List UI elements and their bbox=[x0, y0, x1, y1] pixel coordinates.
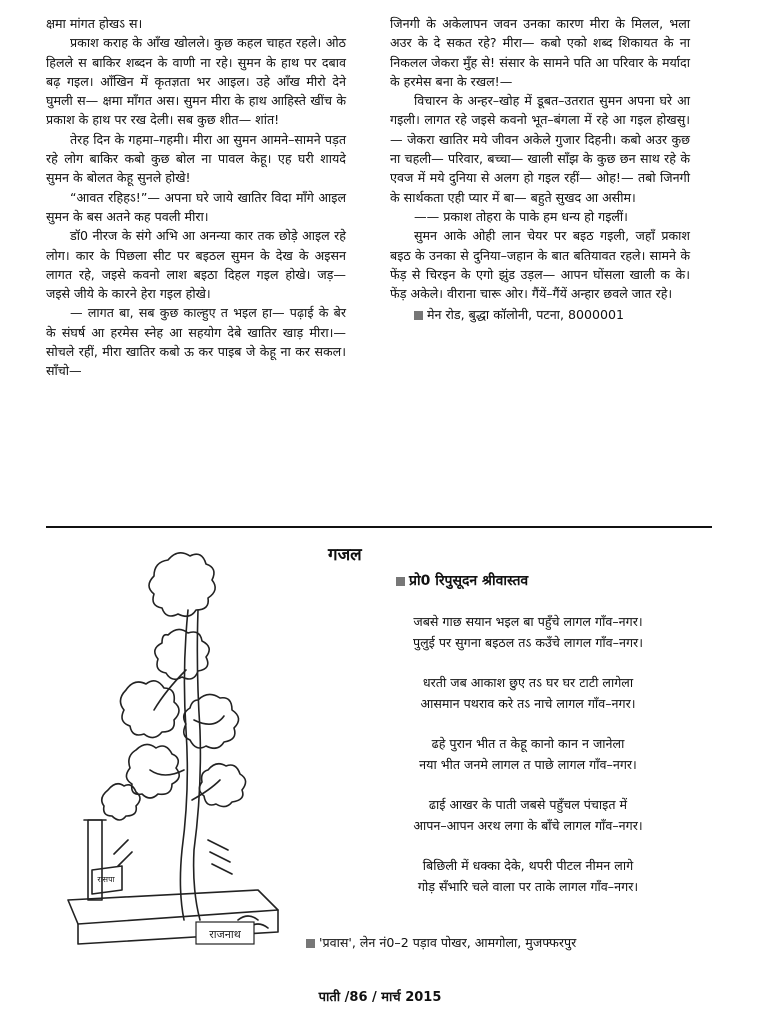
ghazal-line: नया भीत जनमे लागल त पाछे लागल गाँव–नगर। bbox=[419, 756, 637, 772]
bullet-square-icon bbox=[414, 311, 423, 320]
ghazal-line: ढहे पुरान भीत त केहू कानो कान न जानेला bbox=[431, 736, 625, 751]
ghazal-line: जबसे गाछ सयान भइल बा पहुँचे लागल गाँव–नगर। bbox=[413, 614, 643, 629]
ghazal-line: धरती जब आकाश छुए तऽ घर घर टाटी लागेला bbox=[422, 675, 634, 690]
bullet-square-icon bbox=[396, 577, 405, 586]
ghazal-stanza bbox=[300, 856, 756, 897]
ghazal-poem bbox=[300, 612, 756, 917]
ghazal-stanza bbox=[300, 795, 756, 836]
story-paragraph: — लागत बा, सब कुछ काल्हुए त भइल हा— पढ़ाई के बेर के संघर्ष आ हरमेस स्नेह आ सहयोग देबे खातिर खाड़ मीरा।— सोचले रहीं, मीरा खातिर कबो ऊ कर पाइब जे केहू ना कर सकल। साँचो— bbox=[46, 305, 346, 379]
story-address-text: मेन रोड, बुद्धा कॉलोनी, पटना, 8000001 bbox=[427, 307, 625, 323]
section-divider bbox=[46, 526, 712, 528]
ghazal-line: ढाई आखर के पाती जबसे पहुँचल पंचाइत में bbox=[428, 797, 628, 812]
ghazal-author-name: प्रो0 रिपुसूदन श्रीवास्तव bbox=[409, 573, 529, 589]
story-paragraph: प्रकाश कराह के आँख खोलले। कुछ कहल चाहत रहले। ओठ हिलले स बाकिर शब्दन के वाणी ना रहे। सुमन के हाथ पर दबाव बढ़ गइल। आँखिन में कृतज्ञता भर आइल। उहे आँख मीरो देने घुमली स— क्षमा माँगत अस। सुमन मीरा के हाथ आहिस्ते खींच के प्रकाश के हाथ पर रख देली। सब कुछ शीत— शांत! bbox=[46, 35, 346, 128]
sign-board-text: रासपा bbox=[97, 875, 115, 884]
story-paragraph: जिनगी के अकेलापन जवन उनका कारण मीरा के मिलल, भला अउर के दे सकत रहे? मीरा— कबो एको शब्द शिकायत के ना निकलल जेकरा मुँह से! संसार के सामने पति आ परिवार के मर्यादा के हरमेस बना के रखल!— bbox=[390, 16, 690, 89]
bullet-square-icon bbox=[306, 939, 315, 948]
ghazal-address-text: 'प्रवास', लेन नं0–2 पड़ाव पोखर, आमगोला, मुजफ्फरपुर bbox=[319, 935, 577, 950]
ghazal-line: पुलुई पर सुगना बइठल तऽ कउँचे लागल गाँव–नगर। bbox=[412, 634, 643, 650]
story-paragraph: डॉ0 नीरज के संगे अभि आ अनन्या कार तक छोड़े आइल रहे लोग। कार के पिछला सीट पर बइठल सुमन के देख के अइसन लागत रहे, जइसे कवनो लाश बइठा दिहल गइल होखे। जड़— जइसे जीये के कारने हेरा गइल होखे। bbox=[46, 228, 346, 302]
ghazal-line: गोड़ सँभारि चले वाला पर ताके लागल गाँव–नगर। bbox=[417, 878, 639, 894]
story-paragraph: सुमन आके ओही लान चेयर पर बइठ गइली, जहाँ प्रकाश बइठ के उनका से दुनिया–जहान के बात बतियावत रहले। सामने के फेंड़ से चिरइन के एगो झुंड उड़ल— आपन घोंसला खाली क के। फेंड़ अकेले। वीराना चारू ओर। गैंयें–गैंयें अन्हार छवले जात रहे। bbox=[390, 228, 690, 302]
ghazal-address bbox=[306, 934, 576, 951]
ghazal-line: आपन–आपन अरथ लगा के बाँचे लागल गाँव–नगर। bbox=[413, 817, 643, 833]
ghazal-heading: गजल bbox=[328, 545, 362, 565]
story-left-column bbox=[46, 14, 346, 381]
ghazal-stanza bbox=[300, 612, 756, 653]
tree-sketch-icon bbox=[48, 540, 292, 962]
page-footer: पाती /86 / मार्च 2015 bbox=[318, 990, 442, 1005]
artist-signature: राजनाथ bbox=[209, 928, 241, 941]
story-paragraph: विचारन के अन्हर–खोह में डूबत–उतरात सुमन अपना घरे आ गइली। लागत रहे जइसे कवनो भूत–बंगला में रहे आ गइल होखसु।— जेकरा खातिर मये जीवन अकेले गुजार दिहनी। कबो अउर कुछ ना चहली— परिवार, बच्चा— खाली साँझ के कुछ छन साथ रहे के एवज में मये दुनिया से अलग हो गइल रहीं— ओह!— तबो जिनगी के सार्थकता एही प्यार में बा— बहुते सुखद आ असीम। bbox=[390, 93, 690, 205]
ghazal-author bbox=[396, 571, 528, 590]
story-address bbox=[390, 305, 690, 324]
story-right-column bbox=[390, 14, 690, 325]
ghazal-stanza bbox=[300, 673, 756, 714]
story-paragraph: —— प्रकाश तोहरा के पाके हम धन्य हो गइलीं। bbox=[414, 208, 628, 224]
ghazal-stanza bbox=[300, 734, 756, 775]
story-paragraph: “आवत रहिहऽ!”— अपना घरे जाये खातिर विदा माँगे आइल सुमन के बस अतने कह पवली मीरा। bbox=[46, 189, 346, 224]
ghazal-line: बिछिली में धक्का देके, थपरी पीटल नीमन लागे bbox=[422, 858, 634, 873]
ghazal-line: आसमान पथराव करे तऽ नाचे लागल गाँव–नगर। bbox=[420, 695, 636, 711]
story-paragraph: क्षमा मांगत होखऽ स। bbox=[46, 16, 143, 31]
story-paragraph: तेरह दिन के गहमा–गहमी। मीरा आ सुमन आमने–सामने पड़त रहे लोग बाकिर कबो कुछ बोल ना पावल केहू। एह घरी शायदे सुमन के बोलत केहू सुनले होखे! bbox=[46, 131, 346, 186]
